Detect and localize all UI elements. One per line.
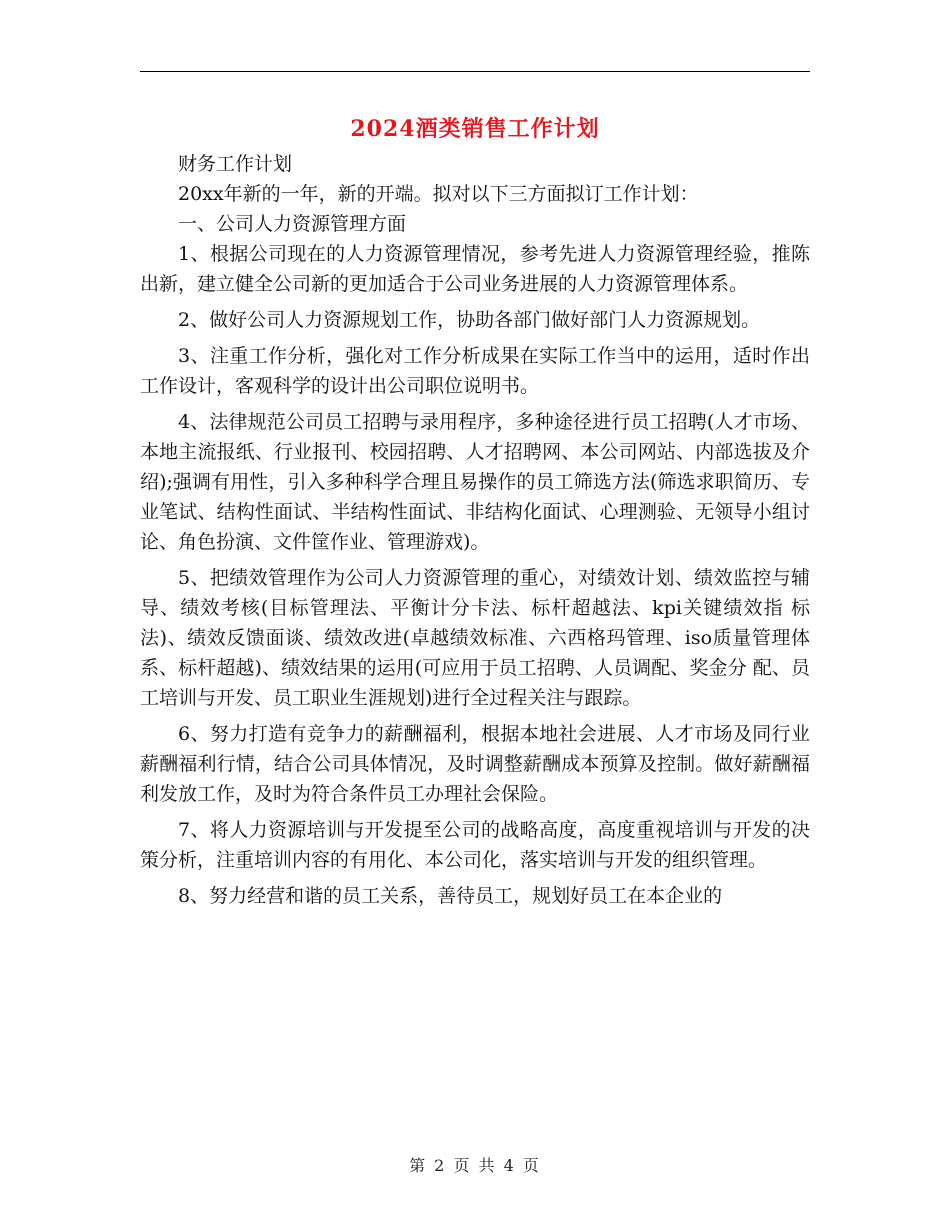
document-body <box>140 149 810 911</box>
list-item-1: 1、根据公司现在的人力资源管理情况，参考先进人力资源管理经验，推陈出新，建立健全公司新的更加适合于公司业务进展的人力资源管理体系。 <box>140 243 810 295</box>
page-number-footer: 第 2 页 共 4 页 <box>409 1156 541 1175</box>
list-item-8: 8、努力经营和谐的员工关系，善待员工，规划好员工在本企业的 <box>178 885 723 907</box>
header-rule <box>140 71 810 72</box>
list-item-2: 2、做好公司人力资源规划工作，协助各部门做好部门人力资源规划。 <box>178 309 761 331</box>
list-item-6: 6、努力打造有竞争力的薪酬福利，根据本地社会进展、人才市场及同行业薪酬福利行情，结合公司具体情况，及时调整薪酬成本预算及控制。做好薪酬福利发放工作，及时为符合条件员工办理社会保险。 <box>140 723 810 805</box>
list-item-7: 7、将人力资源培训与开发提至公司的战略高度，高度重视培训与开发的决策分析，注重培训内容的有用化、本公司化，落实培训与开发的组织管理。 <box>140 819 810 871</box>
list-item-3: 3、注重工作分析，强化对工作分析成果在实际工作当中的运用，适时作出工作设计，客观科学的设计出公司职位说明书。 <box>140 345 810 397</box>
section-heading-hr: 一、公司人力资源管理方面 <box>178 213 407 235</box>
intro-paragraph: 20xx年新的一年，新的开端。拟对以下三方面拟订工作计划： <box>178 183 699 205</box>
document-title: 2024酒类销售工作计划 <box>350 116 600 142</box>
list-item-4: 4、法律规范公司员工招聘与录用程序，多种途径进行员工招聘(人才市场、本地主流报纸、行业报刊、校园招聘、人才招聘网、本公司网站、内部选拔及介 绍);强调有用性，引入多种科学合理且易操作的员工筛选方法(筛选求职简历、专业笔试、结构性面试、半结构性面试、非结构化面试、心理测验、无领导小组讨 论、角色扮演、文件筐作业、管理游戏)。 <box>140 411 810 553</box>
section-heading-finance: 财务工作计划 <box>178 153 293 175</box>
list-item-5: 5、把绩效管理作为公司人力资源管理的重心，对绩效计划、绩效监控与辅导、绩效考核(目标管理法、平衡计分卡法、标杆超越法、kpi关键绩效指 标法)、绩效反馈面谈、绩效改进(卓越绩效标准、六西格玛管理、iso质量管理体系、标杆超越)、绩效结果的运用(可应用于员工招聘、人员调配、奖金分 配、员工培训与开发、员工职业生涯规划)进行全过程关注与跟踪。 <box>140 567 810 709</box>
